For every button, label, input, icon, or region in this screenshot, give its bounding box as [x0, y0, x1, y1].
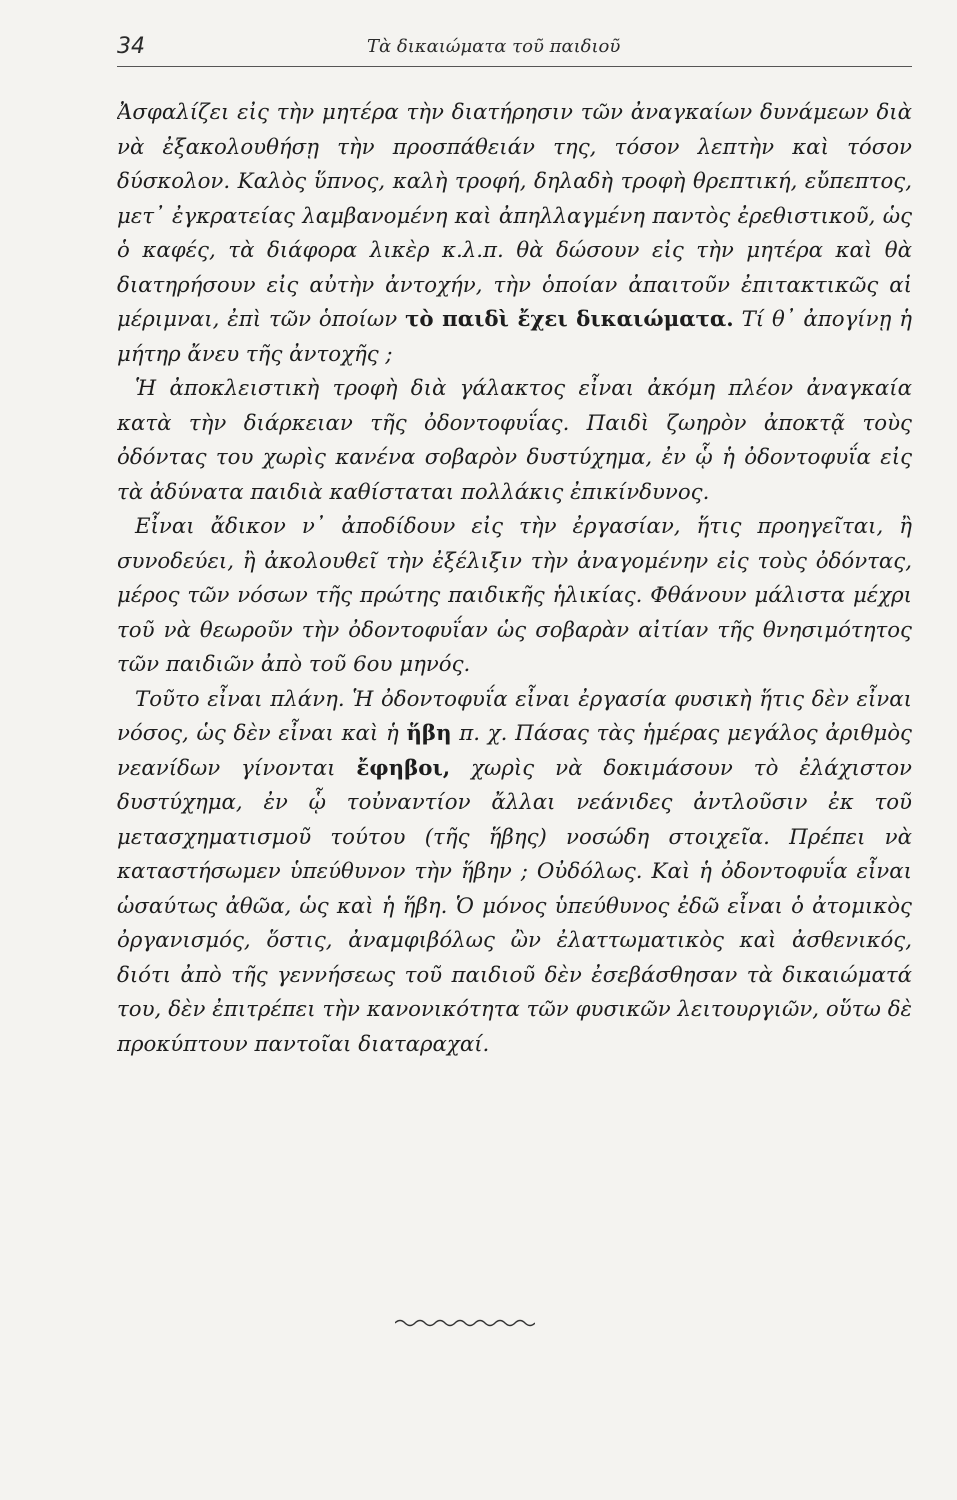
page-header	[117, 34, 912, 68]
paragraph-4-text: Τοῦτο εἶναι πλάνη. Ἡ ὀδοντοφυΐα εἶναι ἐργασία φυσικὴ ἥτις δὲν εἶναι νόσος, ὡς δὲν εἶναι καὶ ἡ	[117, 686, 912, 746]
paragraph-4-text-middle: π. χ. Πάσας τὰς ἡμέρας μεγάλος ἀριθμὸς νεανίδων γίνονται	[117, 721, 912, 781]
page-number: 34	[117, 34, 145, 59]
paragraph-1-emphasis: τὸ παιδὶ ἔχει δικαιώματα.	[405, 307, 734, 332]
running-title: Τὰ δικαιώματα τοῦ παιδιοῦ	[367, 36, 621, 57]
paragraph-3	[117, 510, 912, 683]
paragraph-1	[117, 96, 912, 372]
header-rule	[117, 66, 912, 67]
body-text	[117, 96, 912, 1256]
paragraph-2	[117, 372, 912, 510]
section-end-ornament	[395, 1318, 535, 1328]
paragraph-2-text: Ἡ ἀποκλειστικὴ τροφὴ διὰ γάλακτος εἶναι ἀκόμη πλέον ἀναγκαία κατὰ τὴν διάρκειαν τῆς ὀδοντοφυΐας. Παιδὶ ζωηρὸν ἀποκτᾷ τοὺς ὀδόντας του χωρὶς κανένα σοβαρὸν δυστύχημα, ἐν ᾧ ἡ ὀδοντοφυΐα εἰς τὰ ἀδύνατα παιδιὰ καθίσταται πολλάκις ἐπικίνδυνος.	[117, 376, 912, 505]
paragraph-4-text-end: χωρὶς νὰ δοκιμάσουν τὸ ἐλάχιστον δυστύχημα, ἐν ᾧ τοὐναντίον ἄλλαι νεάνιδες ἀντλοῦσιν ἐκ τοῦ μετασχηματισμοῦ τούτου (τῆς ἥβης) νοσώδη στοιχεῖα. Πρέπει νὰ καταστήσωμεν ὑπεύθυνον τὴν ἥβην ; Οὐδόλως. Καὶ ἡ ὀδοντοφυΐα εἶναι ὡσαύτως ἀθῶα, ὡς καὶ ἡ ἥβη. Ὁ μόνος ὑπεύθυνος ἐδῶ εἶναι ὁ ἀτομικὸς ὀργανισμός, ὅστις, ἀναμφιβόλως ὢν ἐλαττωματικὸς καὶ ἀσθενικός, διότι ἀπὸ τῆς γεννήσεως τοῦ παιδιοῦ δὲν ἐσεβάσθησαν τὰ δικαιώματά του, δὲν ἐπιτρέπει τὴν κανονικότητα τῶν φυσικῶν λειτουργιῶν, οὕτω δὲ προκύπτουν παντοῖαι διαταραχαί.	[117, 755, 912, 1057]
paragraph-4	[117, 683, 912, 1063]
paragraph-1-text: Ἀσφαλίζει εἰς τὴν μητέρα τὴν διατήρησιν τῶν ἀναγκαίων δυνάμεων διὰ νὰ ἐξακολουθήσῃ τὴν προσπάθειάν της, τόσον λεπτὴν καὶ τόσον δύσκολον. Καλὸς ὕπνος, καλὴ τροφή, δηλαδὴ τροφὴ θρεπτική, εὔπεπτος, μετ᾽ ἐγκρατείας λαμβανομένη καὶ ἀπηλλαγμένη παντὸς ἐρεθιστικοῦ, ὡς ὁ καφές, τὰ διάφορα λικὲρ κ.λ.π. θὰ δώσουν εἰς τὴν μητέρα καὶ θὰ διατηρήσουν εἰς αὐτὴν ἀντοχήν, τὴν ὁποίαν ἀπαιτοῦν ἐπιτακτικῶς αἱ μέριμναι, ἐπὶ τῶν ὁποίων	[117, 100, 912, 332]
paragraph-3-text: Εἶναι ἄδικον ν᾽ ἀποδίδουν εἰς τὴν ἐργασίαν, ἥτις προηγεῖται, ἢ συνοδεύει, ἢ ἀκολουθεῖ τὴν ἐξέλιξιν τὴν ἀναγομένην εἰς τοὺς ὀδόντας, μέρος τῶν νόσων τῆς πρώτης παιδικῆς ἡλικίας. Φθάνουν μάλιστα μέχρι τοῦ νὰ θεωροῦν τὴν ὀδοντοφυΐαν ὡς σοβαρὰν αἰτίαν τῆς θνησιμότητος τῶν παιδιῶν ἀπὸ τοῦ 6ου μηνός.	[117, 514, 912, 677]
paragraph-4-emphasis-2: ἔφηβοι,	[356, 755, 451, 781]
paragraph-4-emphasis: ἥβη	[406, 721, 452, 746]
paragraph-1-text-end: Τί θ᾽ ἀπογίνῃ ἡ μήτηρ ἄνευ τῆς ἀντοχῆς ;	[117, 307, 912, 367]
